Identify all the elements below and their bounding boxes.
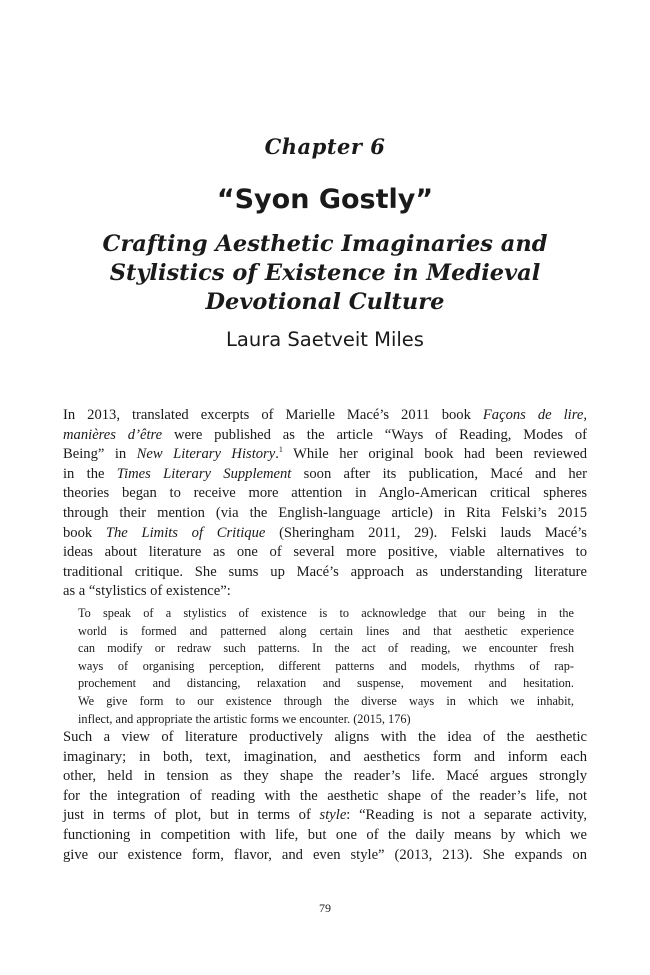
paragraph-2 — [63, 728, 587, 865]
quote-line-4: ways of organising perception, different patterns and models, rhythms of rap- — [78, 658, 574, 673]
p2-line-7: give our existence form, flavor, and even style” (2013, 213). She expands on — [63, 846, 587, 863]
author-name: Laura Saetveit Miles — [226, 328, 424, 351]
paragraph-1 — [63, 406, 587, 602]
p1-line-2: manières d’être were published as the article “Ways of Reading, Modes of — [63, 426, 588, 443]
p1-line-3: Being” in New Literary History.$^1$ While her original book had been reviewed — [63, 445, 587, 463]
subtitle-line-2: Stylistics of Existence in Medieval — [109, 260, 541, 286]
p2-line-4: for the integration of reading with the aesthetic shape of the reader’s life, not — [63, 787, 587, 804]
block-quote — [78, 605, 574, 728]
chapter-title: “Syon Gostly” — [216, 184, 434, 215]
p1-line-9: traditional critique. She sums up Macé’s approach as understanding literature — [63, 563, 587, 580]
quote-line-7: inflect, and appropriate the artistic forms we encounter. (2015, 176) — [78, 711, 411, 726]
quote-line-6: We give form to our existence through the diverse ways in which we inhabit, — [78, 693, 574, 708]
p2-line-1: Such a view of literature productively aligns with the idea of the aesthetic — [63, 729, 587, 745]
p2-line-5: just in terms of plot, but in terms of style: “Reading is not a separate activity, — [63, 807, 587, 824]
chapter-subtitle — [95, 230, 555, 317]
chapter-label: Chapter 6 — [264, 134, 386, 159]
p1-line-4: in the Times Literary Supplement soon after its publication, Macé and her — [63, 465, 587, 482]
subtitle-line-1: Crafting Aesthetic Imaginaries and — [102, 231, 548, 257]
p2-line-3: other, held in tension as they shape the reader’s life. Macé argues strongly — [63, 768, 587, 785]
p1-line-1: In 2013, translated excerpts of Marielle Macé’s 2011 book Façons de lire, — [63, 407, 587, 423]
p2-line-2: imaginary; in both, text, imagination, and aesthetics form and inform each — [63, 748, 587, 765]
quote-line-5: prochement and distancing, relaxation and suspense, movement and hesitation. — [78, 676, 574, 691]
quote-line-2: world is formed and patterned along certain lines and that aesthetic experience — [78, 623, 574, 638]
p1-line-5: theories began to receive more attention in Anglo-American critical spheres — [63, 485, 587, 502]
page-number: 79 — [319, 901, 331, 915]
p1-line-6: through their mention (via the English-language article) in Rita Felski’s 2015 — [63, 504, 587, 521]
subtitle-line-3: Devotional Culture — [205, 289, 445, 315]
p1-line-10: as a “stylistics of existence”: — [63, 583, 231, 600]
p1-line-8: ideas about literature as one of several more positive, viable alternatives to — [63, 544, 587, 561]
quote-line-3: can modify or redraw such patterns. In the act of reading, we encounter fresh — [78, 641, 574, 656]
quote-line-1: To speak of a stylistics of existence is to acknowledge that our being in the — [78, 606, 574, 620]
p1-line-7: book The Limits of Critique (Sheringham 2011, 29). Felski lauds Macé’s — [63, 524, 587, 541]
p2-line-6: functioning in competition with life, but one of the daily means by which we — [63, 826, 587, 843]
footnote-marker[interactable]: 1 — [278, 445, 283, 455]
